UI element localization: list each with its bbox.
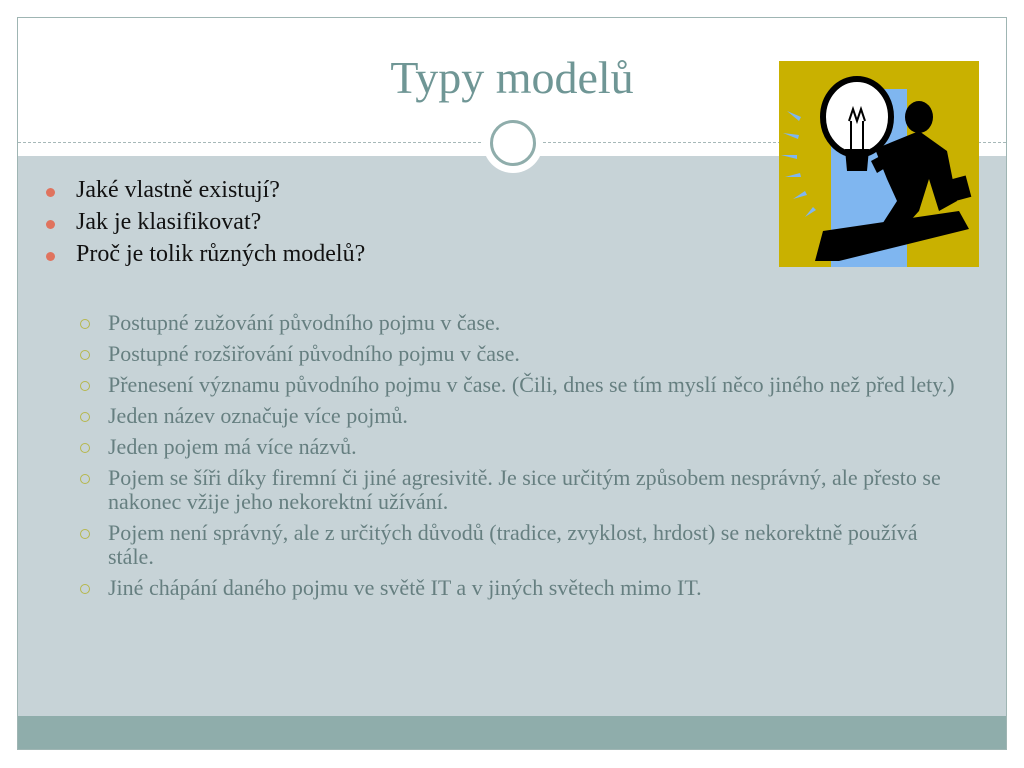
bullet-ring-icon [80, 474, 90, 484]
list-item: Jaké vlastně existují? [46, 174, 746, 206]
bullet-ring-icon [80, 412, 90, 422]
bullet-ring-icon [80, 350, 90, 360]
list-item: Pojem není správný, ale z určitých důvodů (tradice, zvyklost, hrdost) se nekorektně používá stále. [78, 521, 958, 569]
level1-list [46, 174, 746, 270]
list-item: Jak je klasifikovat? [46, 206, 746, 238]
divider-circle-icon [490, 120, 536, 166]
list-item: Jeden název označuje více pojmů. [78, 404, 958, 428]
list-item: Postupné rozšiřování původního pojmu v čase. [78, 342, 958, 366]
bullet-dot-icon [46, 220, 55, 229]
footer-bar [18, 716, 1006, 749]
bullet-dot-icon [46, 252, 55, 261]
bullet-ring-icon [80, 381, 90, 391]
bullet-ring-icon [80, 584, 90, 594]
list-item: Postupné zužování původního pojmu v čase. [78, 311, 958, 335]
list-item: Proč je tolik různých modelů? [46, 238, 746, 270]
list-item: Přenesení významu původního pojmu v čase. (Čili, dnes se tím myslí něco jiného než před lety.) [78, 373, 958, 397]
bullet-ring-icon [80, 529, 90, 539]
lightbulb-businessman-icon [779, 61, 979, 267]
list-item: Jeden pojem má více názvů. [78, 435, 958, 459]
bullet-dot-icon [46, 188, 55, 197]
slide-frame [17, 17, 1007, 750]
bullet-ring-icon [80, 443, 90, 453]
slide-title: Typy modelů [390, 52, 634, 103]
list-item: Jiné chápání daného pojmu ve světě IT a v jiných světech mimo IT. [78, 576, 958, 600]
bullet-ring-icon [80, 319, 90, 329]
level2-list [78, 311, 958, 607]
list-item: Pojem se šíři díky firemní či jiné agresivitě. Je sice určitým způsobem nesprávný, ale přesto se nakonec vžije jeho nekorektní užívání. [78, 466, 958, 514]
